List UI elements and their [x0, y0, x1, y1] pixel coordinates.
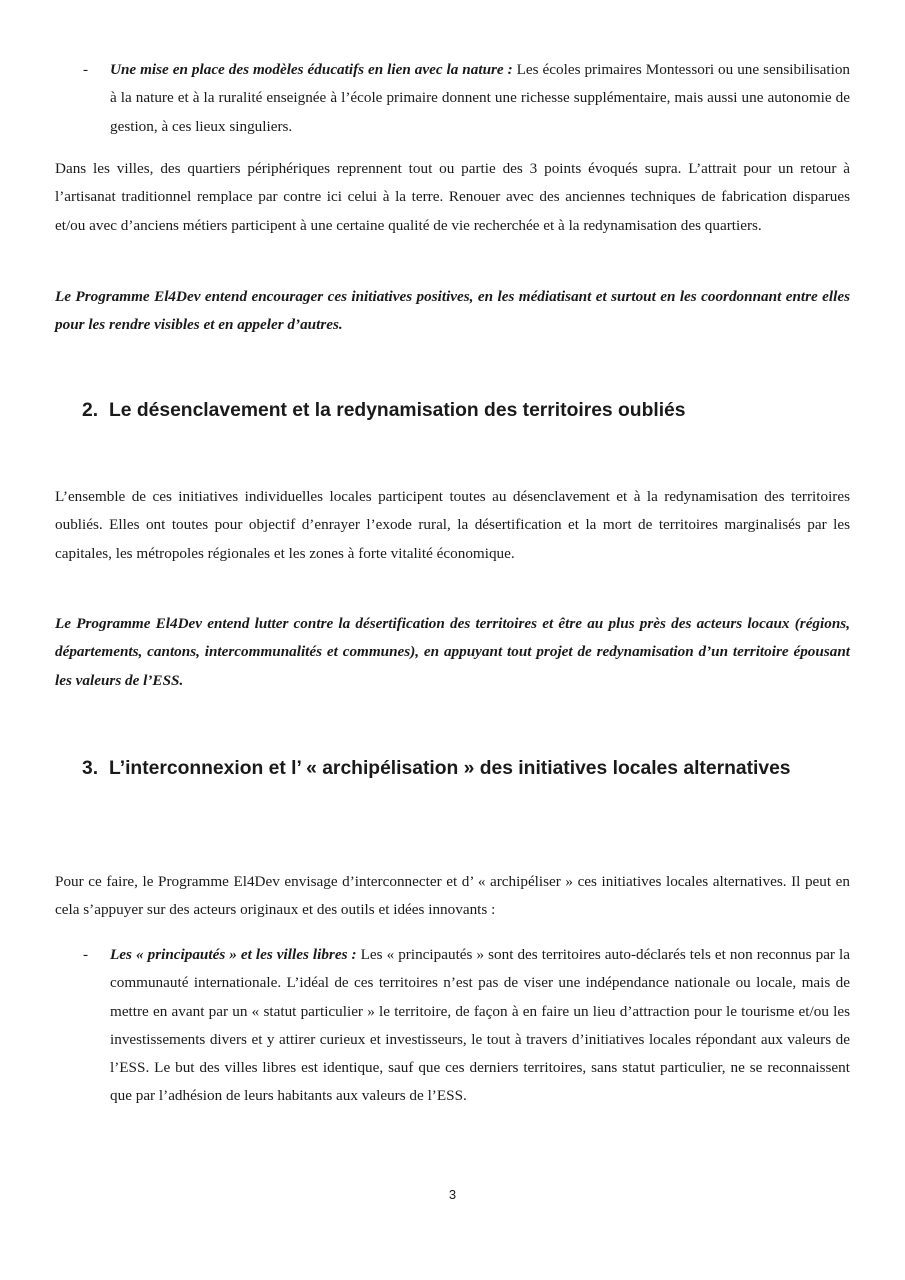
paragraph-text: Le Programme El4Dev entend encourager ces initiatives positives, en les médiatisant et surtout en les coordonnant entre elles pour les rendre visibles et en appeler d’autres. [55, 288, 850, 334]
section-heading-2 [82, 397, 850, 425]
paragraph-initiatives [55, 483, 850, 568]
paragraph-emphasis-desertification [55, 610, 850, 695]
bullet-text: Les « principautés » sont des territoires auto-déclarés tels et non reconnus par la communauté internationale. L’idéal de ces territoires n’est pas de viser une indépendance nationale ou locale, mais de mettre en avant par un « statut particulier » le territoire, de façon à en faire un lieu d’attraction pour le tourisme et/ou les investissements divers et y attirer curieux et investisseurs, le tout à travers d’initiatives locales répondant aux valeurs de l’ESS. Le but des villes libres est identique, sauf que ces derniers territoires, sans statut particulier, ne se reconnaissent que par l’adhésion de leurs habitants aux valeurs de l’ESS. [110, 946, 850, 1105]
bullet-text: Les écoles primaires Montessori ou une sensibilisation à la nature et à la ruralité enseignée à l’école primaire donnent une richesse supplémentaire, mais aussi une autonomie de gestion, à ces lieux singuliers. [110, 61, 851, 135]
paragraph-interconnect [55, 868, 850, 925]
bullet-dash: - [83, 61, 89, 78]
bullet-paragraph [110, 941, 850, 1111]
paragraph-text: Pour ce faire, le Programme El4Dev envisage d’interconnecter et d’ « archipéliser » ces initiatives locales alternatives. Il peut en cela s’appuyer sur des acteurs originaux et des outils et idées innovants : [55, 873, 850, 919]
section-heading-3 [82, 755, 850, 783]
section-number: 2. [82, 400, 99, 421]
bullet-paragraph [110, 56, 850, 141]
paragraph-text: Le Programme El4Dev entend lutter contre la désertification des territoires et être au plus près des acteurs locaux (régions, départements, cantons, intercommunalités et communes), en appuyant tout projet de redynamisation d’un territoire épousant les valeurs de l’ESS. [55, 615, 850, 689]
section-title: L’interconnexion et l’ « archipélisation » des initiatives locales alternatives [109, 758, 791, 779]
paragraph-cities [55, 155, 850, 240]
page-number: 3 [448, 1187, 457, 1202]
paragraph-text: L’ensemble de ces initiatives individuelles locales participent toutes au désenclavement et à la redynamisation des territoires oubliés. Elles ont toutes pour objectif d’enrayer l’exode rural, la désertification et la mort de territoires marginalisés par les capitales, les métropoles régionales et les zones à forte vitalité économique. [55, 488, 850, 562]
paragraph-emphasis-encourage [55, 283, 850, 340]
bullet-lead: Les « principautés » et les villes libres : [110, 946, 357, 963]
bullet-educational-models [55, 56, 850, 141]
paragraph-text: Dans les villes, des quartiers périphériques reprennent tout ou partie des 3 points évoqués supra. L’attrait pour un retour à l’artisanat traditionnel remplace par contre ici celui à la terre. Renouer avec des anciennes techniques de fabrication disparues et/ou avec d’anciens métiers participent à une certaine qualité de vie recherchée et à la redynamisation des quartiers. [55, 160, 850, 234]
bullet-lead: Une mise en place des modèles éducatifs en lien avec la nature : [110, 61, 513, 78]
section-number: 3. [82, 758, 99, 779]
bullet-dash: - [83, 946, 89, 963]
bullet-principalities [55, 941, 850, 1111]
section-title: Le désenclavement et la redynamisation des territoires oubliés [109, 400, 686, 421]
